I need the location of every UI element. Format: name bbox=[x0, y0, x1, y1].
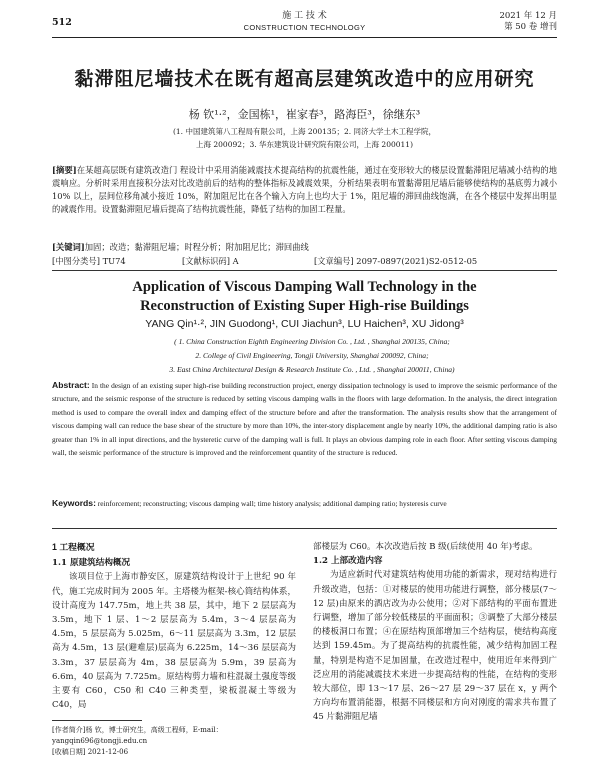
document-code: [文献标识码] A bbox=[182, 256, 239, 266]
paper-page bbox=[52, 0, 557, 775]
affiliation-line: (1. 中国建筑第八工程局有限公司，上海 200135；2. 同济大学土木工程学院， bbox=[172, 127, 437, 136]
author-bio-text: 杨 钦，博士研究生，高级工程师，E-mail：yangqin696@tongji.edu.cn bbox=[52, 726, 223, 745]
title-en-line: Application of Viscous Damping Wall Technology in the bbox=[132, 279, 477, 295]
received-date bbox=[52, 747, 296, 758]
keywords-cn bbox=[52, 241, 557, 253]
abstract-cn-label: [摘要] bbox=[52, 165, 77, 175]
affiliation-line: 3. East China Architectural Design & Research Institute Co. , Ltd. , Shanghai 200011, China) bbox=[169, 365, 455, 375]
issue-info bbox=[499, 11, 557, 33]
article-title-cn: 黏滞阻尼墙技术在既有超高层建筑改造中的应用研究 bbox=[74, 68, 535, 90]
subsection-heading: 1.2 上部改造内容 bbox=[313, 556, 383, 567]
issue-volume: 第 50 卷 增刊 bbox=[504, 22, 557, 32]
author-bio bbox=[52, 725, 296, 747]
body-column-left bbox=[52, 540, 296, 712]
keywords-en-label: Keywords: bbox=[52, 498, 96, 508]
received-text: 2021-12-06 bbox=[87, 748, 129, 756]
clc-number: [中图分类号] TU74 bbox=[52, 256, 126, 266]
journal-name bbox=[52, 11, 557, 33]
affiliations-cn bbox=[62, 125, 547, 151]
footnote bbox=[52, 725, 296, 758]
keywords-en-text: reinforcement; reconstructing; viscous damping wall; time history analysis; additional damping ratio; hysteresis curve bbox=[97, 499, 447, 508]
abstract-cn-text: 在某超高层既有建筑改造门 程设计中采用消能减震技术提高结构的抗震性能，通过在变形较大的楼层设置黏滞阻尼墙减小结构的地震响应。分析时采用直接积分法对比改造前后的结构的整体指标及减震效果，分析结果表明布置黏滞阻尼墙后能够使结构的基底剪力减小 10% 以上，层间位移角减小接近 10%，附加阻尼比在各个输入方向上也均大于 1%，阻尼墙的滞回曲线饱满，在各个楼层中发挥出明显的减震作用。设置黏滞阻尼墙后提高了结构抗震性能，降低了结构的加固工程量。 bbox=[52, 165, 557, 215]
page-number: 512 bbox=[52, 17, 72, 28]
issue-date: 2021 年 12 月 bbox=[499, 11, 557, 21]
abstract-en-label: Abstract: bbox=[52, 380, 90, 390]
header-rule bbox=[52, 37, 557, 38]
section-rule bbox=[52, 528, 557, 529]
keywords-cn-label: [关键词] bbox=[52, 242, 85, 252]
keywords-cn-text: 加固；改造；黏滞阻尼墙；时程分析；附加阻尼比；滞回曲线 bbox=[84, 242, 309, 252]
journal-name-cn: 施 工 技 术 bbox=[282, 11, 327, 21]
section-heading: 1 工程概况 bbox=[52, 542, 95, 552]
keywords-en bbox=[52, 497, 557, 510]
received-label: [收稿日期] bbox=[52, 748, 86, 756]
article-number: [文章编号] 2097-0897(2021)S2-0512-05 bbox=[314, 256, 478, 266]
title-en-line: Reconstruction of Existing Super High-rise Buildings bbox=[140, 298, 469, 314]
affiliation-line: 上海 200092；3. 华东建筑设计研究院有限公司，上海 200011) bbox=[196, 140, 413, 149]
body-column-right bbox=[313, 540, 557, 725]
abstract-en bbox=[52, 379, 557, 459]
affiliation-line: ( 1. China Construction Eighth Engineering Division Co. , Ltd. , Shanghai 200135, China; bbox=[174, 337, 450, 346]
affiliation-line: 2. College of Civil Engineering, Tongji University, Shanghai 200092, China; bbox=[195, 351, 429, 361]
subsection-heading: 1.1 原建筑结构概况 bbox=[52, 558, 131, 569]
affiliations-en bbox=[72, 335, 552, 378]
body-paragraph: 该项目位于上海市静安区，原建筑结构设计于上世纪 90 年代，施工完成时间为 2005 年。主塔楼为框架-核心筒结构体系，设计高度为 147.75m，地上共 38 层，其中，地下 2 层层高为 3.5m，地下 1 层、1～2 层层高为 5.4m，3～4 层层高为 4.5m，5 层层高为 5.025m，6～11 层层高为 3.3m，12 层层高为 4.5m，13 层(避难层)层高为 6.225m，14～36 层层高为 3.3m，37 层层高为 4m，38 层层高为 5.9m，39 层高为 6.6m，40 层高为 7.725m。原结构剪力墙和柱混凝土强度等级主要有 C60，C50 和 C40 三种类型，梁板混凝土等级为 C40，局 bbox=[52, 572, 296, 711]
author-bio-label: [作者简介] bbox=[52, 726, 86, 734]
abstract-en-text: In the design of an existing super high-rise building reconstruction project, energy dissipation technology is used to improve the seismic performance of the structure, and the seismic response of the structure is reduced by setting viscous damping walls in the floors with large deformation. In the analysis, the direct integration method is used to compare the overall index and damping effect of the structure before and after the transformation. The analysis results show that the arrangement of viscous damping wall can reduce the base shear of the structure by more than 10%, the inter-story displacement angle by nearly 10%, the additional damping ratio is also greater than 1% in all input directions, and the hysteretic curve of the damping wall is full. It plays an obvious damping role in each floor. After setting viscous damping wall, the seismic performance of the structure is improved and the reinforcement quantity of the structure is reduced. bbox=[52, 381, 557, 458]
authors-cn: 杨 钦¹·²，金国栋¹，崔家春³，路海臣³，徐继东³ bbox=[188, 108, 421, 121]
article-title-en bbox=[52, 278, 557, 316]
abstract-cn bbox=[52, 164, 557, 216]
footnote-rule bbox=[52, 720, 142, 721]
authors-en: YANG Qin¹·², JIN Guodong¹, CUI Jiachun³, LU Haichen³, XU Jidong³ bbox=[145, 318, 464, 330]
running-header bbox=[52, 11, 557, 35]
body-paragraph: 部楼层为 C60。本次改造后按 B 级(后续使用 40 年)考虑。 bbox=[313, 542, 538, 552]
section-rule bbox=[52, 270, 557, 271]
body-paragraph: 为适应新时代对建筑结构使用功能的新需求，现对结构进行升级改造，包括：①对楼层的使用功能进行调整，部分楼层(7～12 层)由原来的酒店改为办公使用；②对下部结构的平面布置进行调整，增加了部分较低楼层的平面面积；③调整了大部分楼层的楼板洞口布置；④在原结构顶部增加三个结构层，使结构高度达到 159.45m。为了提高结构的抗震性能，减少结构加固工程量，特别是构造不足加固量，在改造过程中，使用近年来得到广泛应用的消能减震技术来进一步提高结构的性能，在结构的变形较大部位，即 13～17 层、26～27 层 29～37 层在 x，y 两个方向均布置消能器，根据不同楼层和方向对刚度的需求共布置了 45 片黏滞阻尼墙 bbox=[313, 570, 557, 723]
journal-name-en: CONSTRUCTION TECHNOLOGY bbox=[243, 23, 366, 32]
